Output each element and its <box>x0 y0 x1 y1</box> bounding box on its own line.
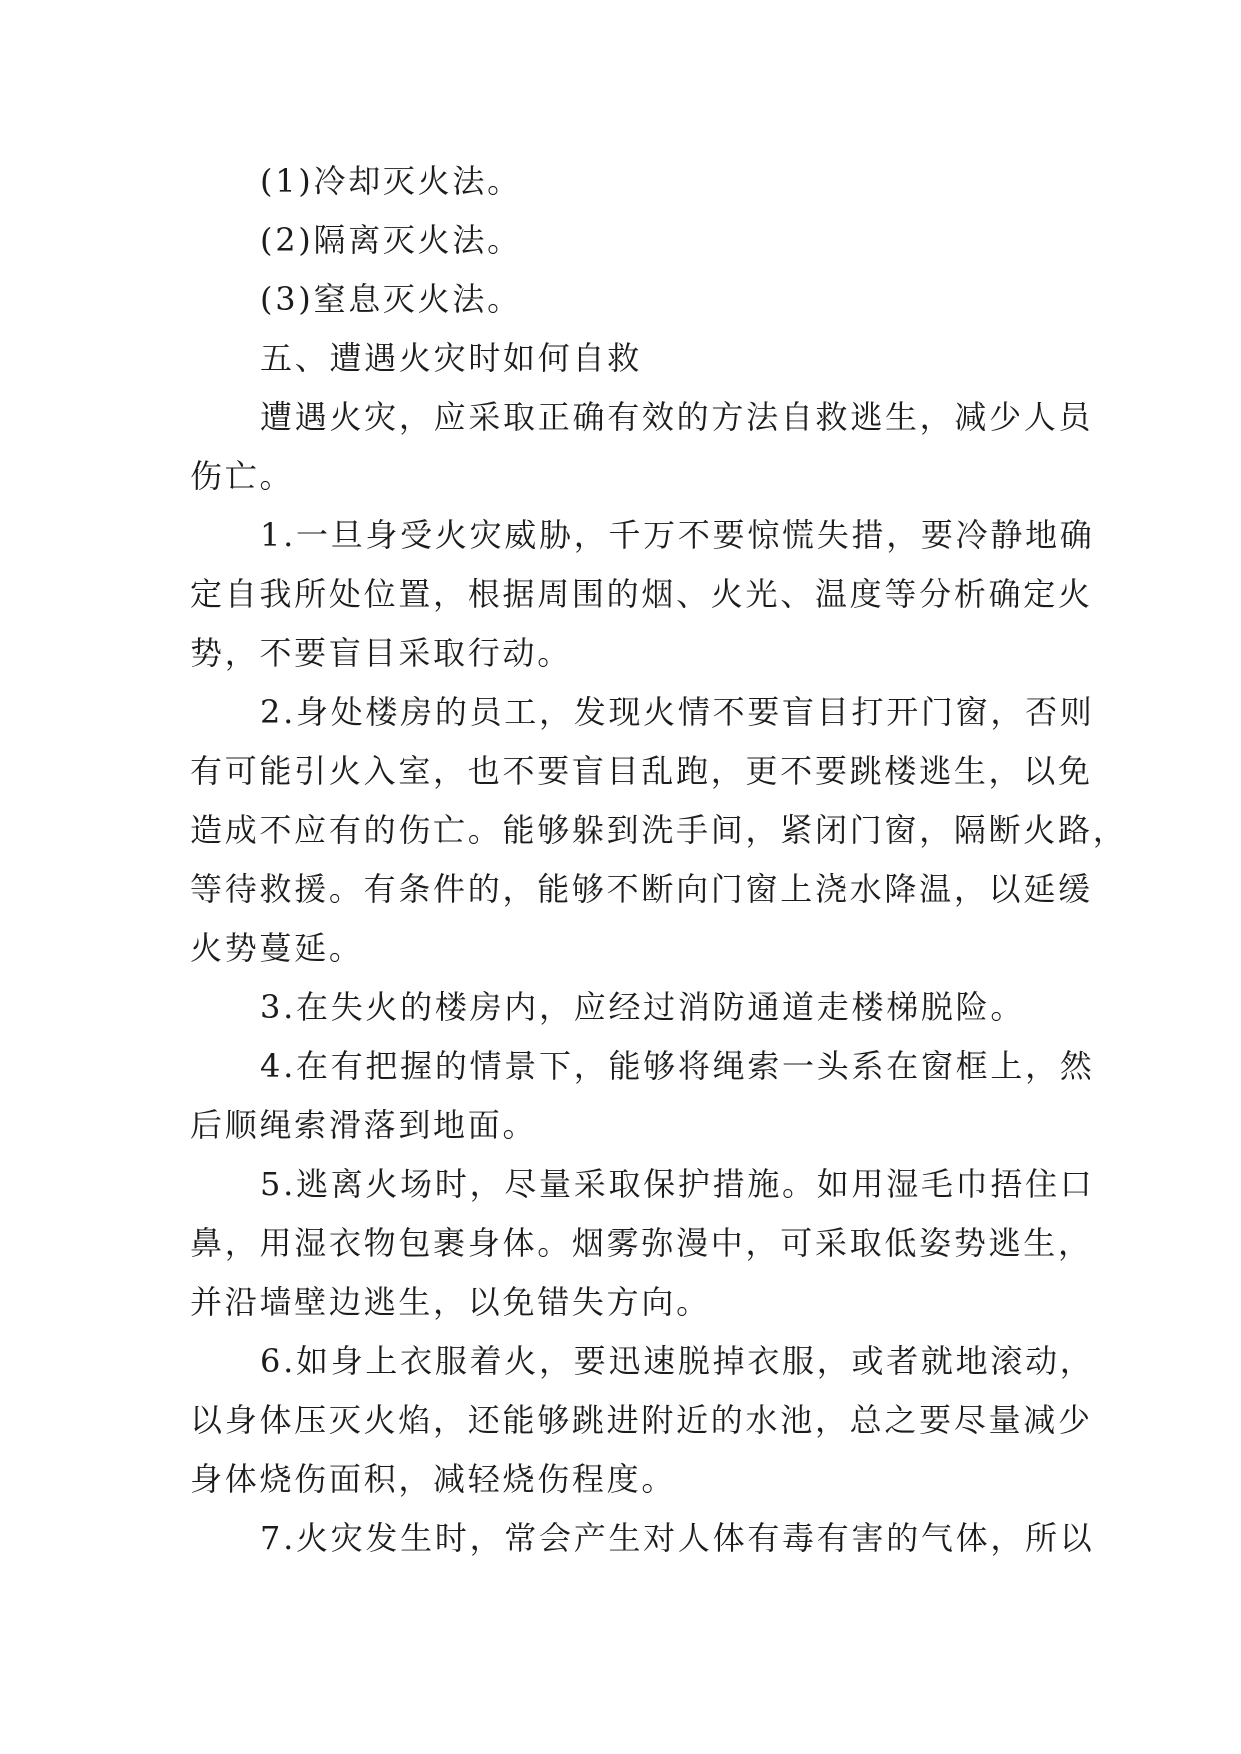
paragraph-line: 有可能引火入室，也不要盲目乱跑，更不要跳楼逃生，以免 <box>190 752 1093 790</box>
section-heading: 五、遭遇火灾时如何自救 <box>260 339 642 377</box>
paragraph-line: 遭遇火灾，应采取正确有效的方法自救逃生，减少人员 <box>260 398 1094 436</box>
paragraph-line: 并沿墙壁边逃生，以免错失方向。 <box>190 1283 711 1321</box>
paragraph-line: 1.一旦身受火灾威胁，千万不要惊慌失措，要冷静地确 <box>260 516 1095 554</box>
intro-paragraph <box>190 388 1094 506</box>
paragraph-line: 等待救援。有条件的，能够不断向门窗上浇水降温，以延缓 <box>190 870 1093 908</box>
method-isolation: (2)隔离灭火法。 <box>260 221 522 259</box>
paragraph-line: 7.火灾发生时，常会产生对人体有毒有害的气体，所以 <box>260 1519 1095 1557</box>
item-6-paragraph <box>190 1332 1095 1509</box>
paragraph-line: 3.在失火的楼房内，应经过消防通道走楼梯脱险。 <box>260 988 1026 1026</box>
item-7-paragraph <box>190 1509 1095 1568</box>
paragraph-line: 定自我所处位置，根据周围的烟、火光、温度等分析确定火 <box>190 575 1093 613</box>
method-suffocation: (3)窒息灭火法。 <box>260 280 522 318</box>
paragraph-line: 2.身处楼房的员工，发现火情不要盲目打开门窗，否则 <box>260 693 1095 731</box>
paragraph-line: 伤亡。 <box>190 457 295 495</box>
item-2-paragraph <box>190 683 1128 978</box>
document-page <box>190 152 1128 1568</box>
paragraph-line: 6.如身上衣服着火，要迅速脱掉衣服，或者就地滚动， <box>260 1342 1095 1380</box>
item-1-paragraph <box>190 506 1095 683</box>
paragraph-line: 4.在有把握的情景下，能够将绳索一头系在窗框上，然 <box>260 1047 1095 1085</box>
paragraph-line: 势，不要盲目采取行动。 <box>190 634 572 672</box>
paragraph-line: 鼻，用湿衣物包裹身体。烟雾弥漫中，可采取低姿势逃生， <box>190 1224 1093 1262</box>
method-cooling: (1)冷却灭火法。 <box>260 162 522 200</box>
paragraph-line: 后顺绳索滑落到地面。 <box>190 1106 538 1144</box>
paragraph-line: 身体烧伤面积，减轻烧伤程度。 <box>190 1460 677 1498</box>
item-5-paragraph <box>190 1155 1095 1332</box>
paragraph-line: 火势蔓延。 <box>190 929 364 967</box>
item-3-paragraph <box>190 978 1050 1037</box>
paragraph-line: 造成不应有的伤亡。能够躲到洗手间，紧闭门窗，隔断火路， <box>190 811 1128 849</box>
paragraph-line: 5.逃离火场时，尽量采取保护措施。如用湿毛巾捂住口 <box>260 1165 1095 1203</box>
paragraph-line: 以身体压灭火焰，还能够跳进附近的水池，总之要尽量减少 <box>190 1401 1093 1439</box>
item-4-paragraph <box>190 1037 1095 1155</box>
